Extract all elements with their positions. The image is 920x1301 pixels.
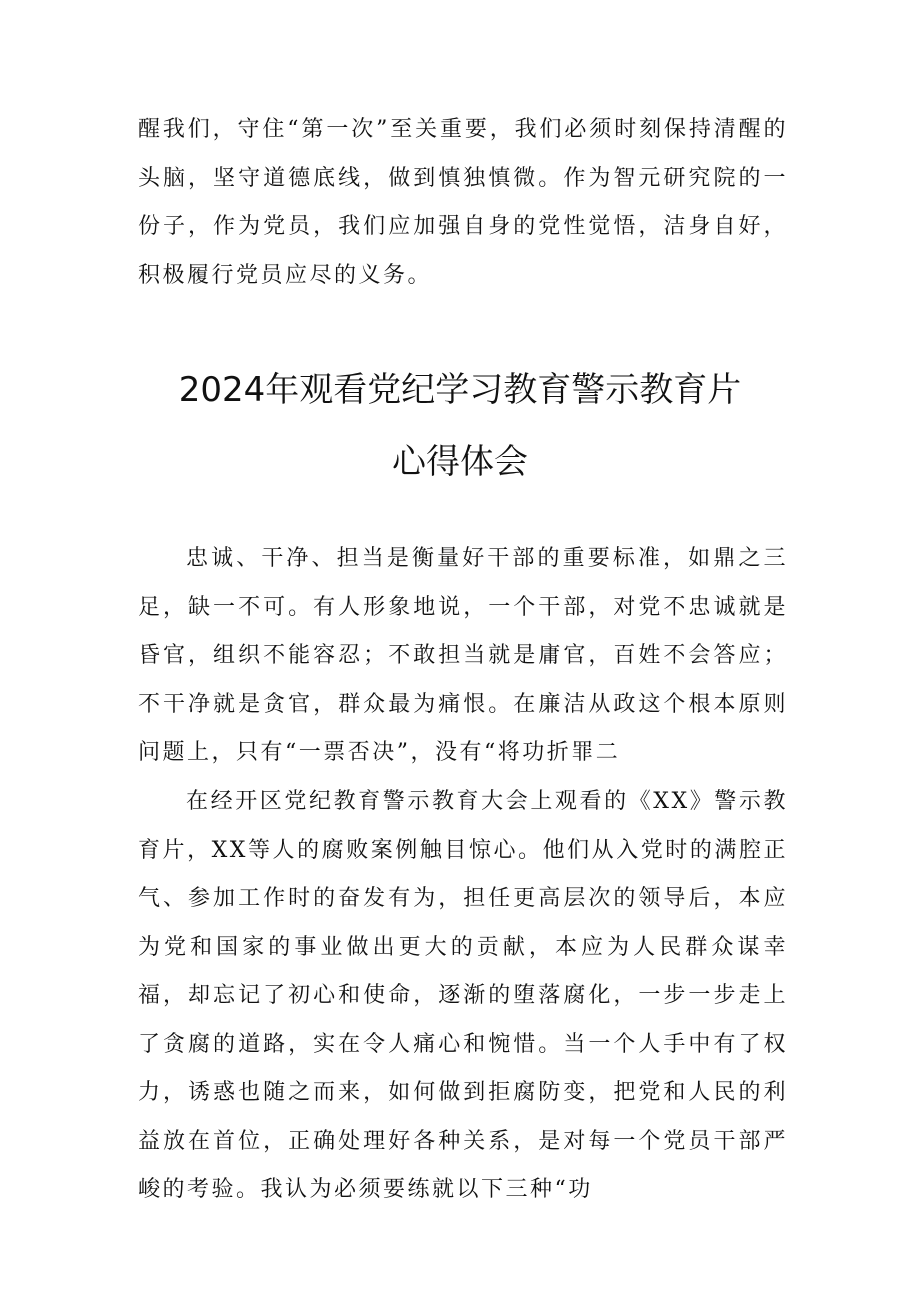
document-title-line-2: 心得体会 xyxy=(392,442,528,482)
paragraph-loyalty: 忠诚、干净、担当是衡量好干部的重要标准，如鼎之三足，缺一不可。有人形象地说，一个干部，对党不忠诚就是昏官，组织不能容忍；不敢担当就是庸官，百姓不会答应；不干净就是贪官，群众最为痛恨。在廉洁从政这个根本原则问题上，只有“一票否决”，没有“将功折罪二 xyxy=(138,546,788,765)
paragraph-continuation: 醒我们，守住“第一次”至关重要，我们必须时刻保持清醒的头脑，坚守道德底线，做到慎独慎微。作为智元研究院的一份子，作为党员，我们应加强自身的党性觉悟，洁身自好，积极履行党员应尽的义务。 xyxy=(138,117,788,288)
document-title-line-1: 2024年观看党纪学习教育警示教育片 xyxy=(178,370,742,410)
paragraph-warning-film: 在经开区党纪教育警示教育大会上观看的《XX》警示教育片，XX等人的腐败案例触目惊心。他们从入党时的满腔正气、参加工作时的奋发有为，担任更高层次的领导后，本应为党和国家的事业做出更大的贡献，本应为人民群众谋幸福，却忘记了初心和使命，逐渐的堕落腐化，一步一步走上了贪腐的道路，实在令人痛心和惋惜。当一个人手中有了权力，诱惑也随之而来，如何做到拒腐防变，把党和人民的利益放在首位，正确处理好各种关系，是对每一个党员干部严峻的考验。我认为必须要练就以下三种“功 xyxy=(138,789,788,1202)
